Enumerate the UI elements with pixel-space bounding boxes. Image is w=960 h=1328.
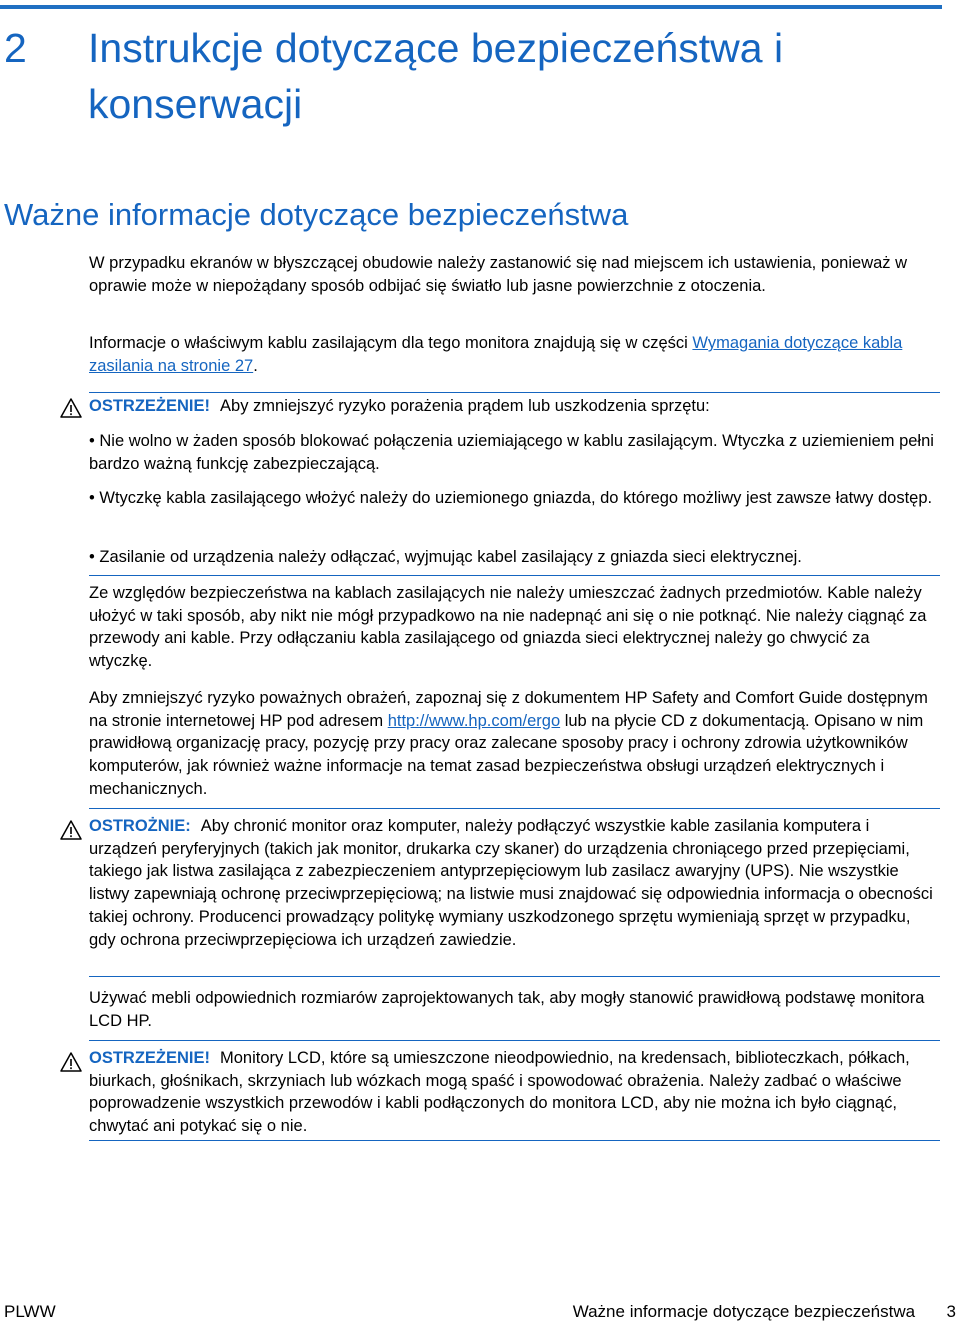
warning-heading xyxy=(89,395,940,418)
warning-top-rule xyxy=(89,392,940,393)
caution-text: Aby chronić monitor oraz komputer, należy podłączyć wszystkie kable zasilania komputera i urządzeń peryferyjnych (takich jak monitor, drukarka czy skaner) do urządzenia chroniącego przed przepięciami, takiego jak listwa zasilająca z zabezpieczeniem antyprzepięciowym lub zasilacz awaryjny (UPS). Nie wszystkie listwy zapewniają ochronę przeciwprzepięciową; na listwie musi znajdować się odpowiednia informacja o obecności takiej ochrony. Producenci prowadzący politykę wymiany uszkodzonego sprzętu wymieniają sprzęt w przypadku, gdy ochrona przeciwprzepięciowa ich urządzeń zawiedzie. xyxy=(89,817,933,949)
paragraph-text-end: lub na płycie CD z dokumentacją. Opisano w nim prawidłową organizację pracy, pozycję przy pracy oraz zalecane sposoby pracy i ochrony zdrowia użytkowników komputerów, jak również ważne informacje na temat zasad bezpieczeństwa obsługi urządzeń elektrycznych i mechanicznych. xyxy=(89,711,924,798)
footer-title: Ważne informacje dotyczące bezpieczeństwa xyxy=(572,1302,916,1321)
chapter-number: 2 xyxy=(4,25,27,71)
caution-body xyxy=(89,815,934,951)
paragraph-glossy-screens xyxy=(89,252,934,297)
paragraph-text xyxy=(89,687,934,801)
warning-triangle-icon xyxy=(60,398,82,418)
footer-left: PLWW xyxy=(4,1302,56,1321)
paragraph-text: Ze względów bezpieczeństwa na kablach zasilających nie należy umieszczać żadnych przedmiotów. Kable należy ułożyć w taki sposób, aby nikt nie mógł przypadkowo na nie nadepnąć ani się o nie potknąć. Nie należy ciągnąć za przewody ani kable. Przy odłączaniu kabla zasilającego od gniazda sieci elektrycznej należy go chwycić za wtyczkę. xyxy=(89,584,927,671)
paragraph-power-cord-info xyxy=(89,332,934,377)
bullet-text: Zasilanie od urządzenia należy odłączać, wyjmując kabel zasilający z gniazda sieci elektrycznej. xyxy=(99,548,802,566)
caution-bottom-rule xyxy=(89,976,940,977)
bullet-glyph: • xyxy=(89,432,100,450)
paragraph-text: W przypadku ekranów w błyszczącej obudowie należy zastanowić się nad miejscem ich ustawienia, ponieważ w oprawie może w niepożądany sposób odbijać się światło lub jasne powierzchnie z otoczenia. xyxy=(89,254,908,295)
hp-ergo-link[interactable]: http://www.hp.com/ergo xyxy=(387,711,561,730)
paragraph-text: Używać mebli odpowiednich rozmiarów zaprojektowanych tak, aby mogły stanowić prawidłową podstawę monitora LCD HP. xyxy=(89,989,925,1030)
warning-bottom-rule xyxy=(89,575,940,576)
paragraph-safety-guide xyxy=(89,687,934,801)
warning-bullet xyxy=(89,487,934,510)
paragraph-text-part: Aby zmniejszyć ryzyko poważnych obrażeń, zapoznaj się z dokumentem HP Safety and Comfort Guide dostępnym na stronie internetowej HP pod adresem xyxy=(89,689,928,730)
warning-bullet xyxy=(89,546,934,569)
section-title: Ważne informacje dotyczące bezpieczeństwa xyxy=(4,197,629,232)
warning-triangle-icon xyxy=(60,820,82,840)
warning-top-rule xyxy=(89,1040,940,1041)
caution-top-rule xyxy=(89,808,940,809)
warning-label: OSTRZEŻENIE! xyxy=(89,1049,211,1067)
warning-box-electric-shock xyxy=(60,392,940,422)
paragraph-text-end: . xyxy=(253,356,258,375)
warning-text: Aby zmniejszyć ryzyko porażenia prądem lub uszkodzenia sprzętu: xyxy=(220,397,710,415)
warning-label: OSTRZEŻENIE! xyxy=(89,397,211,415)
paragraph-furniture xyxy=(89,987,934,1032)
warning-bottom-rule xyxy=(89,1140,940,1141)
warning-body xyxy=(89,1047,934,1138)
bullet-text: Nie wolno w żaden sposób blokować połączenia uziemiającego w kablu zasilającym. Wtyczka z uziemieniem pełni bardzo ważną funkcję zabezpieczającą. xyxy=(89,432,934,473)
paragraph-cable-safety xyxy=(89,582,934,673)
warning-bullet xyxy=(89,430,934,475)
warning-triangle-icon xyxy=(60,1052,82,1072)
warning-text: Monitory LCD, które są umieszczone nieodpowiednio, na kredensach, biblioteczkach, półkach, biurkach, głośnikach, skrzyniach lub wózkach mogą spaść i spowodować obrażenia. Należy zadbać o właściwe poprowadzenie wszystkich przewodów i kabli podłączonych do monitora LCD, aby nie można ich było ciągnąć, chwytać ani potykać się o nie. xyxy=(89,1049,910,1136)
power-cord-requirements-link[interactable]: Wymagania dotyczące kabla zasilania na stronie 27 xyxy=(89,334,903,375)
chapter-title: Instrukcje dotyczące bezpieczeństwa i konserwacji xyxy=(88,25,784,127)
bullet-glyph: • xyxy=(89,548,100,566)
footer-right xyxy=(573,1300,956,1324)
top-rule xyxy=(0,5,942,9)
paragraph-text xyxy=(89,332,934,377)
bullet-text: Wtyczkę kabla zasilającego włożyć należy do uziemionego gniazda, do którego możliwy jest zawsze łatwy dostęp. xyxy=(99,489,933,507)
paragraph-text-part: Informacje o właściwym kablu zasilającym dla tego monitora znajdują się w części xyxy=(89,334,693,352)
bullet-glyph: • xyxy=(89,489,100,507)
caution-label: OSTROŻNIE: xyxy=(89,817,191,835)
page-number: 3 xyxy=(946,1302,956,1321)
